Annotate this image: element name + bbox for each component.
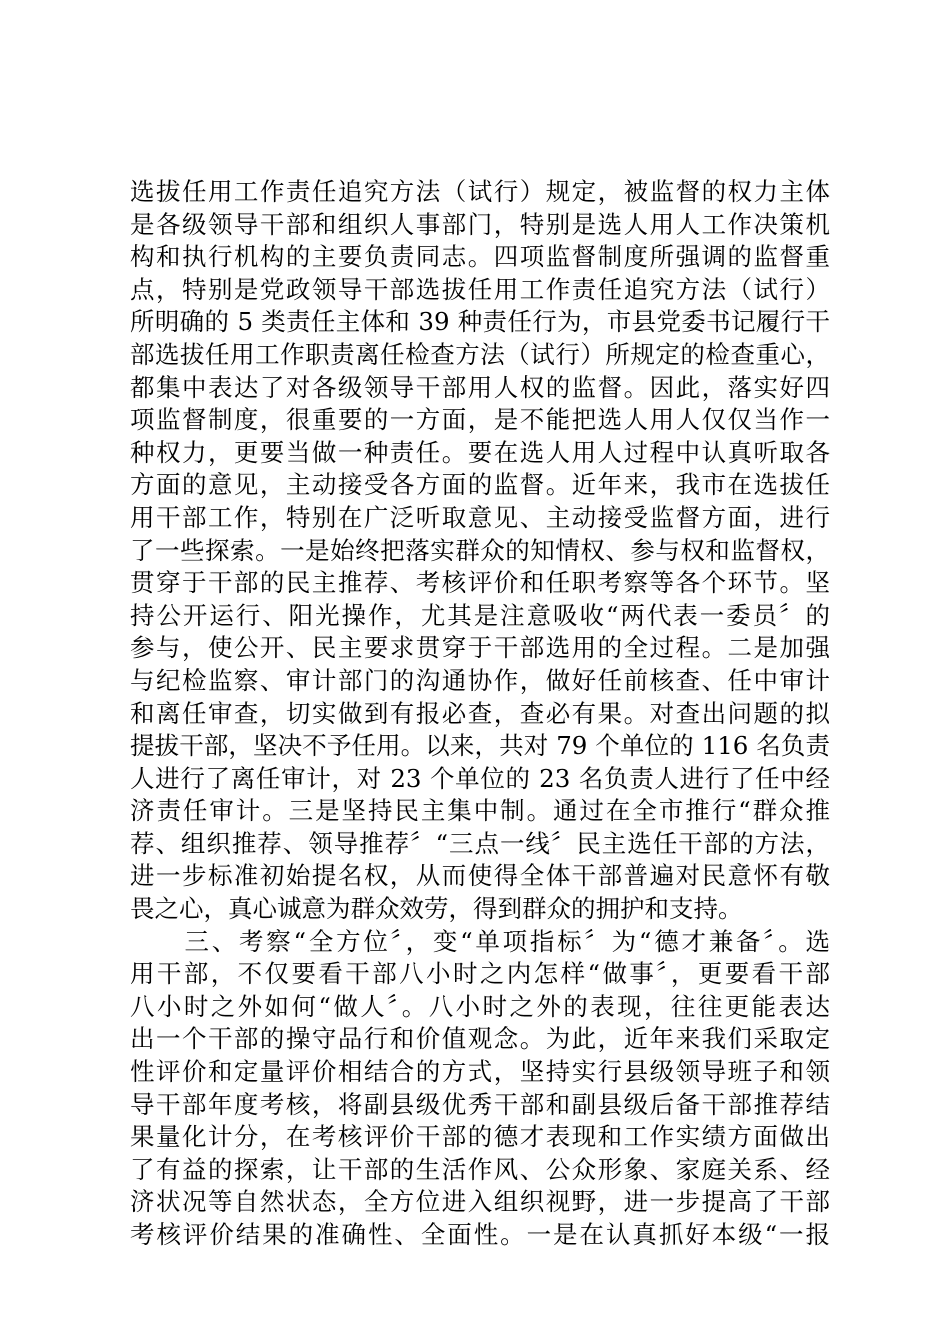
text-line: 提拔干部，坚决不予任用。以来，共对 79 个单位的 116 名负责 <box>130 731 830 761</box>
text-line: 进一步标准初始提名权，从而使得全体干部普遍对民意怀有敬 <box>130 861 830 891</box>
text-line: 都集中表达了对各级领导干部用人权的监督。因此，落实好四 <box>130 372 830 402</box>
text-line: 了一些探索。一是始终把落实群众的知情权、参与权和监督权， <box>130 535 830 565</box>
text-line: 济状况等自然状态，全方位进入组织视野，进一步提高了干部 <box>130 1187 830 1217</box>
text-line: 项监督制度，很重要的一方面，是不能把选人用人仅仅当作一 <box>130 405 830 435</box>
text-line: 所明确的 5 类责任主体和 39 种责任行为，市县党委书记履行干 <box>130 307 830 337</box>
text-line: 持公开运行、阳光操作，尤其是注意吸收“两代表一委员〞的 <box>130 600 830 630</box>
text-line: 考核评价结果的准确性、全面性。一是在认真抓好本级“一报 <box>130 1220 830 1249</box>
text-line: 选拔任用工作责任追究方法（试行）规定，被监督的权力主体 <box>130 177 830 206</box>
text-line: 荐、组织推荐、领导推荐〞“三点一线〞民主选任干部的方法， <box>130 828 830 858</box>
text-line: 与纪检监察、审计部门的沟通协作，做好任前核查、任中审计 <box>130 665 830 695</box>
text-line: 是各级领导干部和组织人事部门，特别是选人用人工作决策机 <box>130 209 830 239</box>
text-line: 构和执行机构的主要负责同志。四项监督制度所强调的监督重 <box>130 242 830 272</box>
body-text <box>130 176 830 1252</box>
text-line: 性评价和定量评价相结合的方式，坚持实行县级领导班子和领 <box>130 1057 830 1087</box>
text-line: 贯穿于干部的民主推荐、考核评价和任职考察等各个环节。坚 <box>130 568 830 598</box>
text-line: 人进行了离任审计，对 23 个单位的 23 名负责人进行了任中经 <box>130 763 830 793</box>
paragraph-2 <box>130 926 830 1252</box>
text-line: 济责任审计。三是坚持民主集中制。通过在全市推行“群众推 <box>130 796 830 826</box>
text-line: 和离任审查，切实做到有报必查，查必有果。对查出问题的拟 <box>130 698 830 728</box>
text-line: 导干部年度考核，将副县级优秀干部和副县级后备干部推荐结 <box>130 1089 830 1119</box>
text-line: 用干部，不仅要看干部八小时之内怎样“做事〞，更要看干部 <box>130 959 830 989</box>
text-line: 用干部工作，特别在广泛听取意见、主动接受监督方面，进行 <box>130 502 830 532</box>
text-line: 畏之心，真心诚意为群众效劳，得到群众的拥护和支持。 <box>130 894 743 924</box>
text-line: 八小时之外如何“做人〞。八小时之外的表现，往往更能表达 <box>130 991 830 1021</box>
text-line: 了有益的探索，让干部的生活作风、公众形象、家庭关系、经 <box>130 1154 830 1184</box>
text-line: 出一个干部的操守品行和价值观念。为此，近年来我们采取定 <box>130 1024 830 1054</box>
text-line: 果量化计分，在考核评价干部的德才表现和工作实绩方面做出 <box>130 1122 830 1152</box>
text-line: 部选拔任用工作职责离任检查方法（试行）所规定的检查重心， <box>130 339 830 369</box>
text-line: 方面的意见，主动接受各方面的监督。近年来，我市在选拔任 <box>130 470 830 500</box>
text-line: 参与，使公开、民主要求贯穿于干部选用的全过程。二是加强 <box>130 633 830 663</box>
text-line: 三、考察“全方位〞，变“单项指标〞为“德才兼备〞。选 <box>130 926 830 956</box>
paragraph-1 <box>130 176 830 926</box>
text-line: 点，特别是党政领导干部选拔任用工作责任追究方法（试行） <box>130 274 830 304</box>
text-line: 种权力，更要当做一种责任。要在选人用人过程中认真听取各 <box>130 437 830 467</box>
